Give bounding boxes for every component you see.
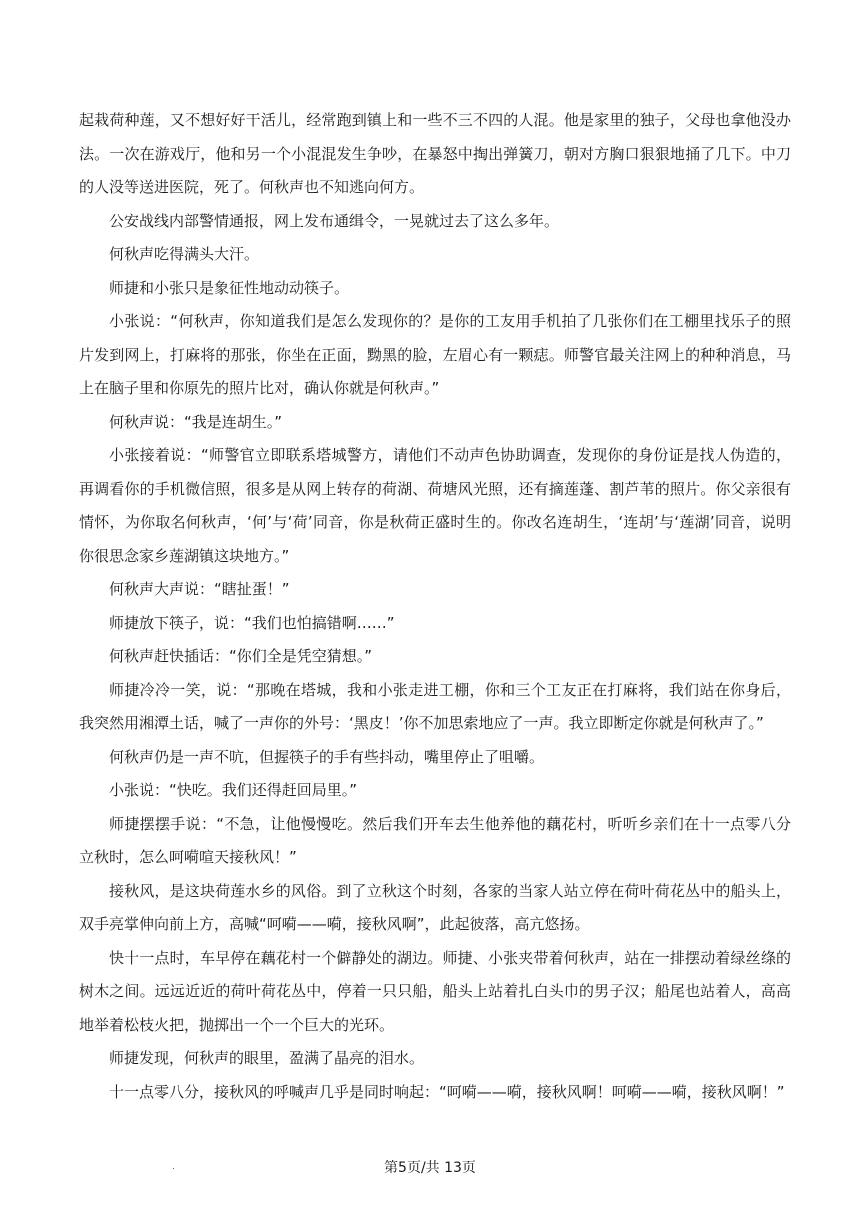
paragraph: 起栽荷种莲，又不想好好干活儿，经常跑到镇上和一些不三不四的人混。他是家里的独子，父母也拿他没办法。一次在游戏厅，他和另一个小混混发生争吵，在暴怒中掏出弹簧刀，朝对方胸口狠狠地捅了几下。中刀的人没等送进医院，死了。何秋声也不知逃向何方。 bbox=[79, 111, 791, 196]
footer-dot: . bbox=[172, 1162, 175, 1172]
page-number-footer: 第5页/共 13页 bbox=[384, 1160, 476, 1176]
paragraph: 小张接着说：“师警官立即联系塔城警方，请他们不动声色协助调查，发现你的身份证是找人伪造的，再调看你的手机微信照，很多是从网上转存的荷湖、荷塘风光照，还有摘莲蓬、割芦苇的照片。你父亲很有情怀，为你取名何秋声，‘何’与‘荷’同音，你是秋荷正盛时生的。你改名连胡生，‘连胡’与‘莲湖’同音，说明你很思念家乡莲湖镇这块地方。” bbox=[79, 446, 791, 565]
paragraph: 小张说：“何秋声，你知道我们是怎么发现你的？是你的工友用手机拍了几张你们在工棚里找乐子的照片发到网上，打麻将的那张，你坐在正面，黝黑的脸，左眉心有一颗痣。师警官最关注网上的种种消息，马上在脑子里和你原先的照片比对，确认你就是何秋声。” bbox=[79, 312, 791, 397]
paragraph: 师捷和小张只是象征性地动动筷子。 bbox=[109, 278, 350, 297]
paragraph: 何秋声仍是一声不吭，但握筷子的手有些抖动，嘴里停止了咀嚼。 bbox=[109, 747, 545, 766]
paragraph: 何秋声大声说：“瞎扯蛋！” bbox=[109, 580, 290, 598]
paragraph: 师捷发现，何秋声的眼里，盈满了晶亮的泪水。 bbox=[109, 1049, 425, 1067]
paragraph: 快十一点时，车早停在藕花村一个僻静处的湖边。师捷、小张夹带着何秋声，站在一排摆动着绿丝绦的树木之间。远远近近的荷叶荷花丛中，停着一只只船，船头上站着扎白头巾的男子汉；船尾也站着人，高高地举着松枝火把，抛掷出一个一个巨大的光环。 bbox=[79, 948, 791, 1034]
paragraph: 师捷放下筷子，说：“我们也怕搞错啊……” bbox=[109, 613, 395, 632]
paragraph: 十一点零八分，接秋风的呼喊声几乎是同时响起：“呵嗬——嗬，接秋风啊！呵嗬——嗬，接秋风啊！” bbox=[109, 1082, 785, 1101]
paragraph: 何秋声说：“我是连胡生。” bbox=[109, 412, 283, 431]
paragraph: 小张说：“快吃。我们还得赶回局里。” bbox=[109, 781, 358, 799]
paragraph: 何秋声吃得满头大汗。 bbox=[109, 245, 260, 263]
paragraph: 何秋声赶快插话：“你们全是凭空猜想。” bbox=[109, 647, 373, 665]
page-body bbox=[79, 104, 791, 1109]
paragraph: 师捷摆摆手说：“不急，让他慢慢吃。然后我们开车去生他养他的藕花村，听听乡亲们在十一点零八分立秋时，怎么呵嗬喧天接秋风！” bbox=[79, 814, 791, 866]
paragraph: 师捷冷冷一笑，说：“那晚在塔城，我和小张走进工棚，你和三个工友正在打麻将，我们站在你身后，我突然用湘潭土话，喊了一声你的外号：‘黑皮！’你不加思索地应了一声。我立即断定你就是何秋声了。” bbox=[79, 680, 791, 732]
paragraph: 接秋风，是这块荷莲水乡的风俗。到了立秋这个时刻，各家的当家人站立停在荷叶荷花丛中的船头上，双手亮掌伸向前上方，高喊“呵嗬——嗬，接秋风啊”，此起彼落，高亢悠扬。 bbox=[79, 881, 791, 933]
paragraph: 公安战线内部警情通报，网上发布通缉令，一晃就过去了这么多年。 bbox=[109, 211, 560, 230]
